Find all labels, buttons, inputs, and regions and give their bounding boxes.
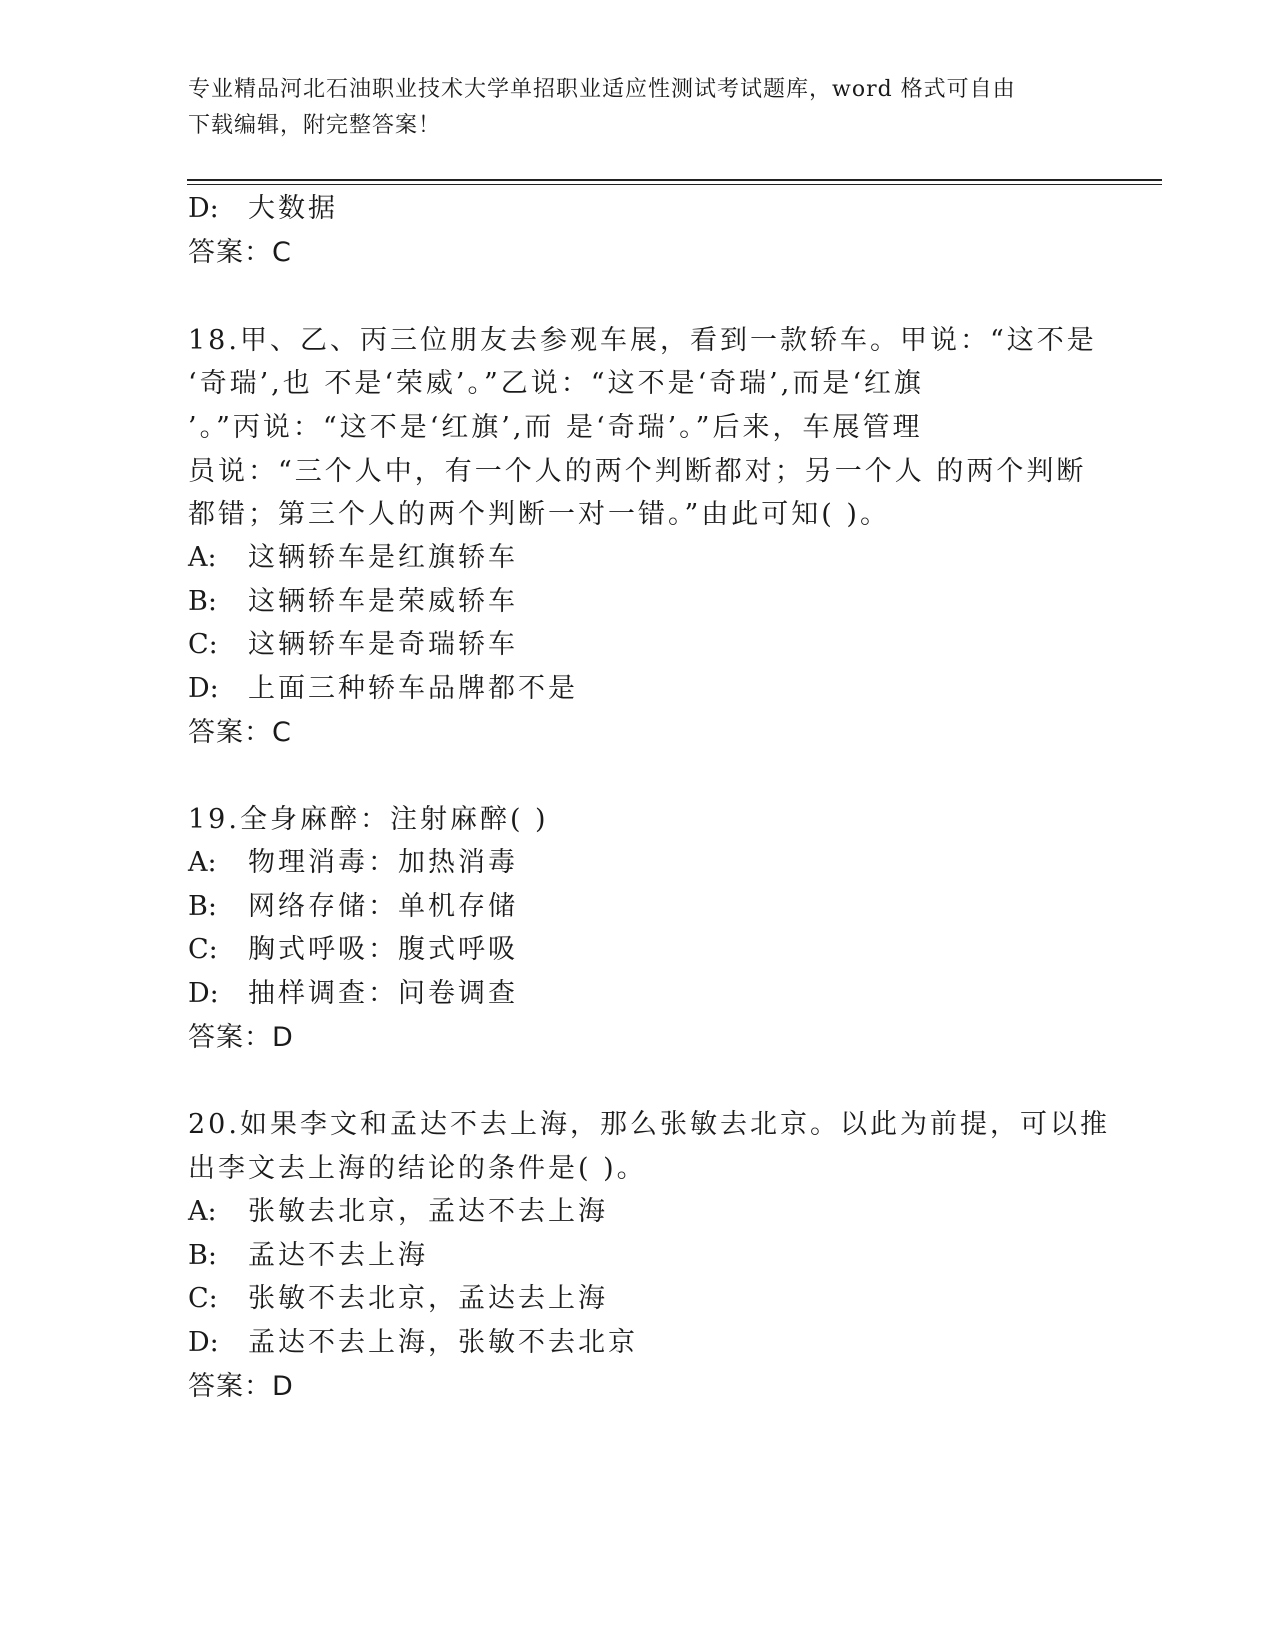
question-18-option-c	[188, 628, 518, 662]
option-letter: A:	[188, 847, 217, 878]
option-letter: C:	[188, 934, 218, 965]
option-text: 大数据	[248, 193, 338, 224]
option-text: 物理消毒：加热消毒	[248, 847, 518, 878]
question-19-line-1: 19.全身麻醉：注射麻醉( )	[188, 804, 549, 835]
question-20-line-1: 20.如果李文和孟达不去上海，那么张敏去北京。以此为前提，可以推	[188, 1109, 1110, 1140]
question-19-option-b	[188, 890, 518, 924]
question-18-option-b	[188, 585, 518, 619]
option-text: 孟达不去上海	[248, 1240, 428, 1271]
option-letter: D:	[188, 673, 219, 704]
header-line-2: 下载编辑，附完整答案！	[188, 113, 442, 138]
question-18-line-2: ‘奇瑞’,也 不是‘荣威’。”乙说：“这不是‘奇瑞’,而是‘红旗	[188, 368, 924, 399]
option-text: 张敏去北京，孟达不去上海	[248, 1196, 608, 1227]
question-20-option-a	[188, 1195, 608, 1229]
question-19-option-c	[188, 933, 518, 967]
question-18-line-5: 都错；第三个人的两个判断一对一错。”由此可知( )。	[188, 499, 890, 530]
option-text: 网络存储：单机存储	[248, 891, 518, 922]
question-19-answer: 答案：D	[188, 1022, 294, 1053]
option-letter: A:	[188, 542, 217, 573]
option-letter: B:	[188, 1240, 217, 1271]
option-letter: C:	[188, 1283, 218, 1314]
option-letter: C:	[188, 629, 218, 660]
header-rule-thick	[187, 179, 1162, 181]
option-text: 张敏不去北京，孟达去上海	[248, 1283, 608, 1314]
option-letter: B:	[188, 586, 217, 617]
option-letter: B:	[188, 891, 217, 922]
question-19-option-d	[188, 977, 518, 1011]
question-20-option-c	[188, 1282, 608, 1316]
option-text: 胸式呼吸：腹式呼吸	[248, 934, 518, 965]
option-text: 上面三种轿车品牌都不是	[248, 673, 578, 704]
prev-answer: 答案：C	[188, 237, 292, 268]
question-20-option-b	[188, 1239, 428, 1273]
question-18-line-4: 员说：“三个人中，有一个人的两个判断都对；另一个人 的两个判断	[188, 456, 1087, 487]
option-letter: D:	[188, 193, 219, 224]
option-text: 孟达不去上海，张敏不去北京	[248, 1327, 638, 1358]
question-18-option-a	[188, 541, 518, 575]
option-letter: A:	[188, 1196, 217, 1227]
question-20-answer: 答案：D	[188, 1371, 294, 1402]
question-18-line-3: ’。”丙说：“这不是‘红旗’,而 是‘奇瑞’。”后来，车展管理	[188, 412, 923, 443]
option-text: 抽样调查：问卷调查	[248, 978, 518, 1009]
question-18-answer: 答案：C	[188, 717, 292, 748]
header-line-1: 专业精品河北石油职业技术大学单招职业适应性测试考试题库，word 格式可自由	[188, 77, 1016, 102]
option-text: 这辆轿车是奇瑞轿车	[248, 629, 518, 660]
option-text: 这辆轿车是红旗轿车	[248, 542, 518, 573]
document-header	[188, 72, 1078, 144]
question-20-line-2: 出李文去上海的结论的条件是( )。	[188, 1153, 647, 1184]
question-20-option-d	[188, 1326, 638, 1360]
header-rule-thin	[187, 184, 1162, 185]
prev-option-d	[188, 192, 338, 226]
option-text: 这辆轿车是荣威轿车	[248, 586, 518, 617]
option-letter: D:	[188, 978, 219, 1009]
question-18-line-1: 18.甲、乙、丙三位朋友去参观车展，看到一款轿车。甲说：“这不是	[188, 325, 1097, 356]
question-18-option-d	[188, 672, 578, 706]
option-letter: D:	[188, 1327, 219, 1358]
question-19-option-a	[188, 846, 518, 880]
